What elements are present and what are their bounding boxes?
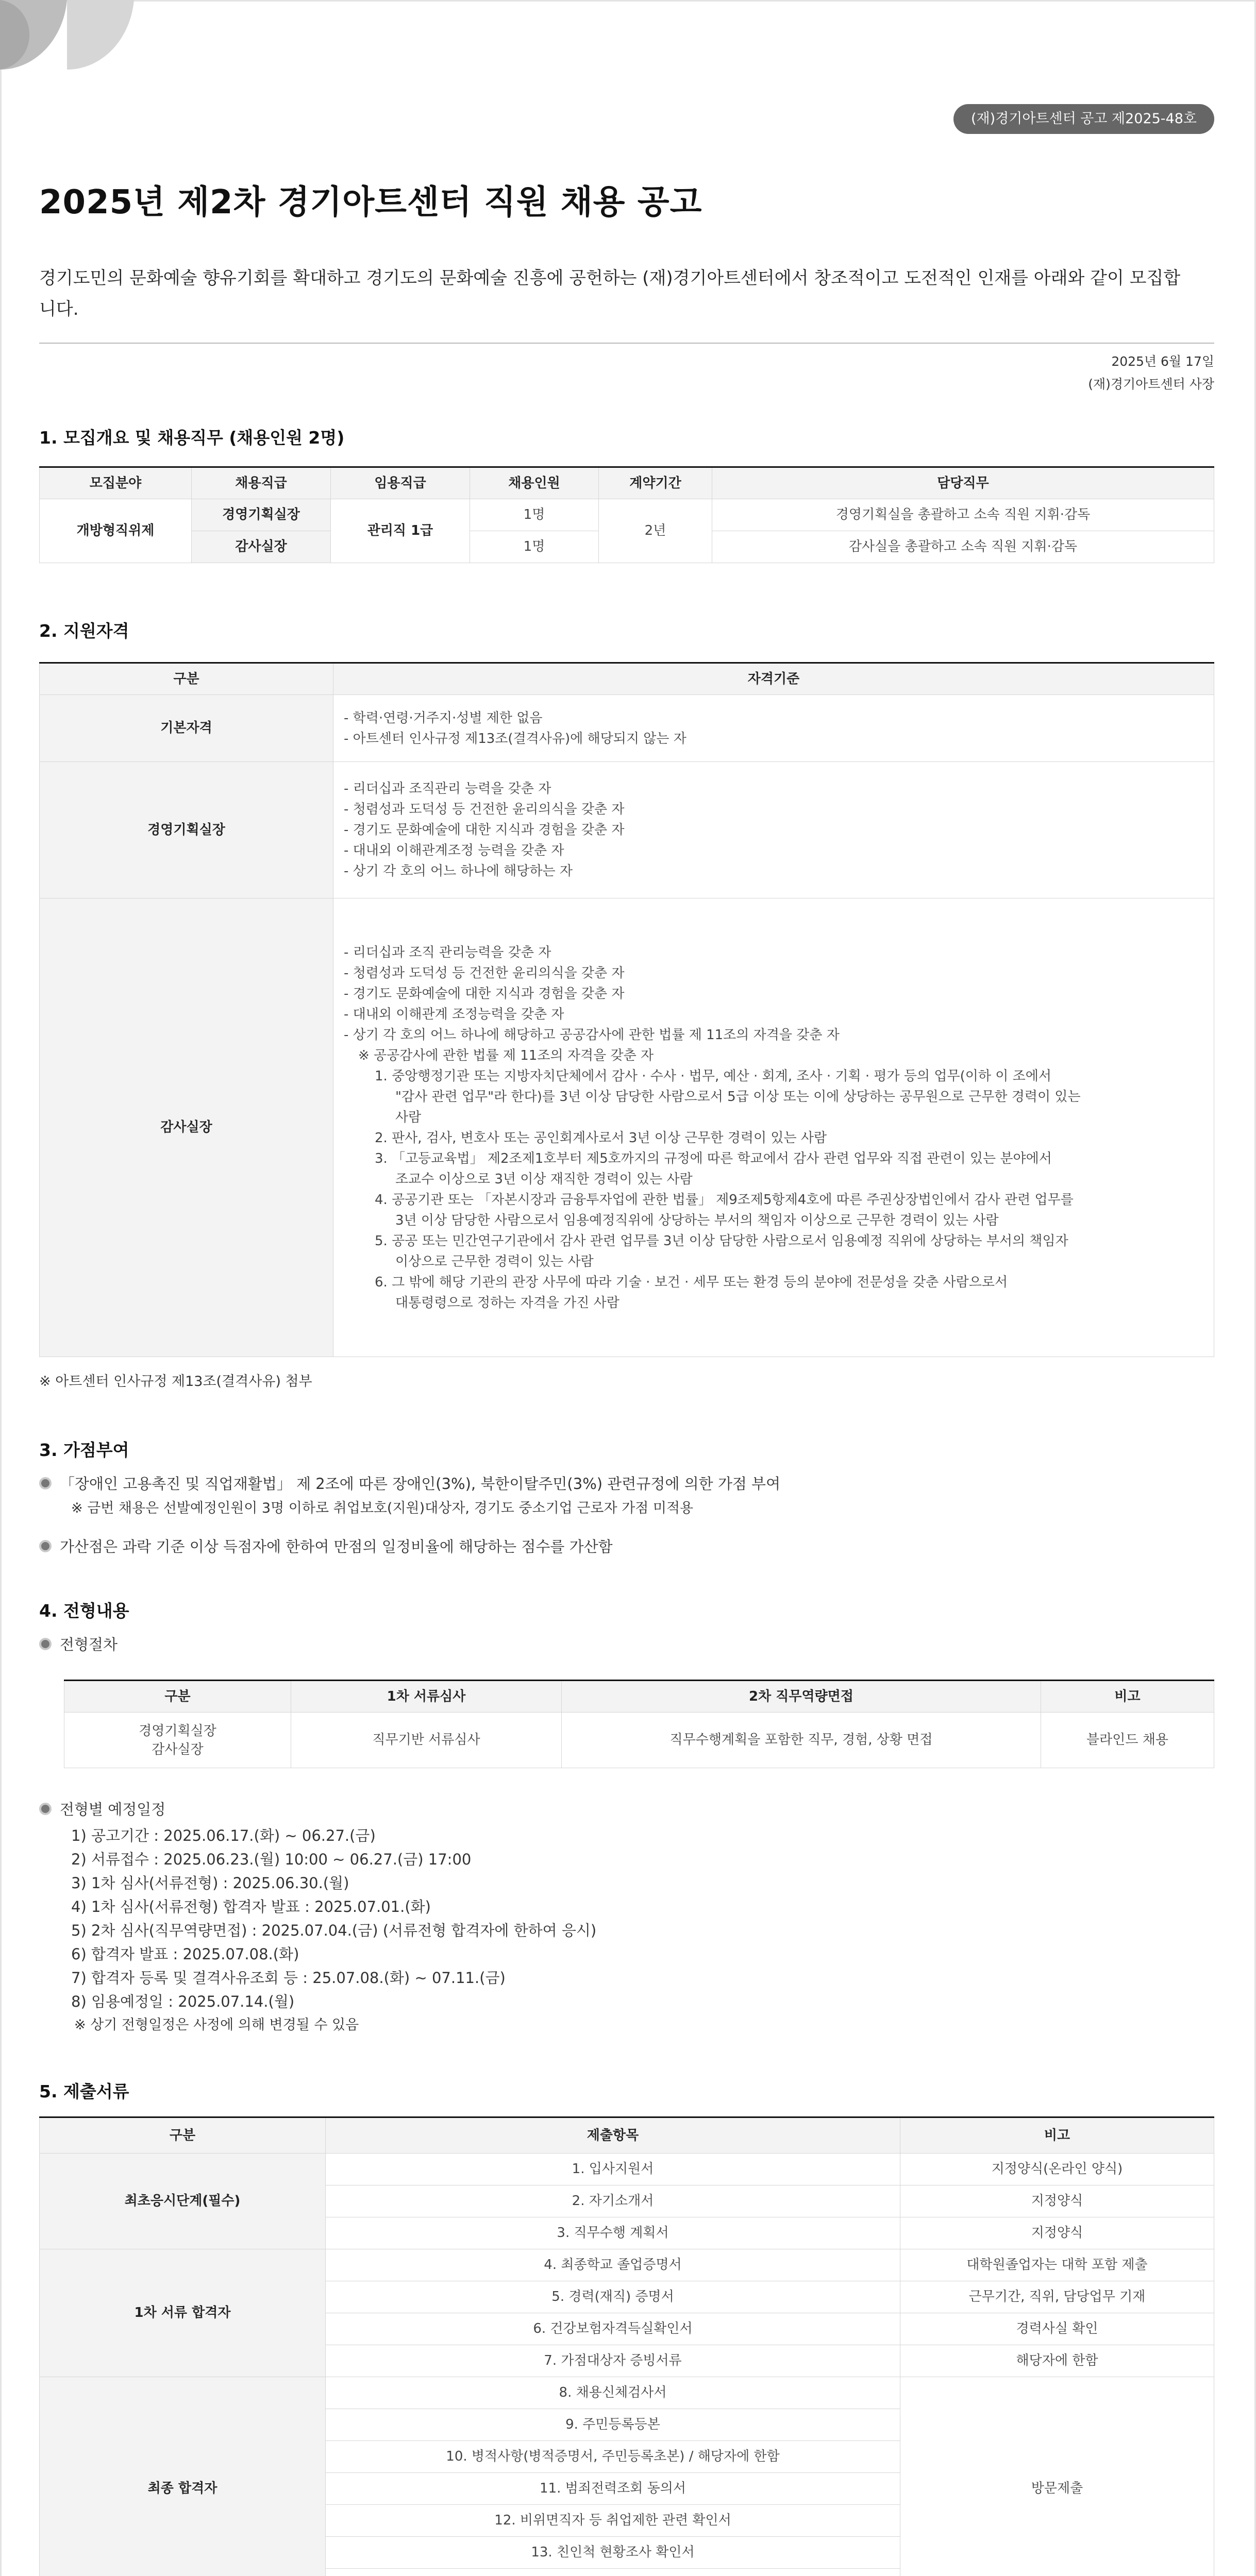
doc-item: 5. 경력(재직) 증명서: [326, 2281, 900, 2313]
cell-period: 2년: [599, 499, 712, 563]
doc-item: 8. 채용신체검사서: [326, 2377, 900, 2409]
row-label-audit: 감사실장: [40, 899, 333, 1357]
schedule-list: [71, 1824, 596, 2037]
doc-item: [326, 2569, 900, 2576]
th-duty: 담당직무: [712, 467, 1214, 499]
bonus-text-1: 「장애인 고용촉진 및 직업재활법」 제 2조에 따른 장애인(3%), 북한이탈주민(3%) 관련규정에 의한 가점 부여: [60, 1475, 781, 1493]
th-stage-2: 2차 직무역량면접: [562, 1681, 1041, 1713]
doc-note: 대학원졸업자는 대학 포함 제출: [900, 2249, 1214, 2281]
audit-item-2: 2. 판사, 검사, 변호사 또는 공인회계사로서 3년 이상 근무한 경력이 있는 사람: [375, 1130, 827, 1146]
th-period: 계약기간: [599, 467, 712, 499]
doc-note: 지정양식: [900, 2217, 1214, 2249]
process-title: [39, 1633, 118, 1656]
criteria-line: - 리더십과 조직관리 능력을 갖춘 자: [344, 781, 551, 796]
cell-duty-1: 경영기획실을 총괄하고 소속 직원 지휘·감독: [712, 499, 1214, 531]
audit-criteria: [333, 899, 1214, 1357]
bonus-text-2: 가산점은 과락 기준 이상 득점자에 한하여 만점의 일정비율에 해당하는 점수를 가산함: [60, 1538, 613, 1555]
row-label-basic: 기본자격: [40, 695, 333, 762]
schedule-item: 7) 합격자 등록 및 결격사유조회 등 : 25.07.08.(화) ~ 07.11.(금): [71, 1969, 506, 1987]
section-4-heading: 4. 전형내용: [39, 1601, 129, 1621]
audit-item-1-cont: "감사 관련 업무"라 한다)를 3년 이상 담당한 사람으로서 5급 이상 또는 이에 상당하는 공무원으로 근무한 경력이 있는: [395, 1089, 1081, 1105]
audit-item-5: 5. 공공 또는 민간연구기관에서 감사 관련 업무를 3년 이상 담당한 사람으로서 임용예정 직위에 상당하는 부서의 책임자: [375, 1233, 1068, 1249]
schedule-title-text: 전형별 예정일정: [60, 1801, 166, 1818]
th-proc-category: 구분: [64, 1681, 291, 1713]
audit-item-6: 6. 그 밖에 해당 기관의 관장 사무에 따라 기술 · 보건 · 세무 또는 환경 등의 분야에 전문성을 갖춘 사람으로서: [375, 1274, 1008, 1290]
row-label-planning: 경영기획실장: [40, 762, 333, 899]
th-position: 채용직급: [192, 467, 331, 499]
criteria-line: - 경기도 문화예술에 대한 지식과 경험을 갖춘 자: [344, 986, 625, 1002]
recruitment-table: [39, 466, 1214, 563]
th-doc-category: 구분: [40, 2117, 326, 2154]
criteria-line: - 아트센터 인사규정 제13조(결격사유)에 해당되지 않는 자: [344, 731, 686, 747]
planning-criteria: [333, 762, 1214, 899]
doc-note: 해당자에 한함: [900, 2345, 1214, 2377]
schedule-item: 3) 1차 심사(서류전형) : 2025.06.30.(월): [71, 1874, 349, 1892]
schedule-item: 5) 2차 심사(직무역량면접) : 2025.07.04.(금) (서류전형 합격자에 한하여 응시): [71, 1922, 597, 1939]
cell-position-2: 감사실장: [192, 531, 331, 563]
audit-item-1: 1. 중앙행정기관 또는 지방자치단체에서 감사 · 수사 · 법무, 예산 · 회계, 조사 · 기획 · 평가 등의 업무(이하 이 조에서: [375, 1068, 1051, 1084]
bonus-item-2: [39, 1535, 613, 1558]
bullet-icon: [39, 1803, 52, 1815]
decorative-semicircles: [0, 0, 134, 77]
criteria-line: - 상기 각 호의 어느 하나에 해당하고 공공감사에 관한 법률 제 11조의 자격을 갖춘 자: [344, 1027, 840, 1043]
audit-item-3-cont: 조교수 이상으로 3년 이상 재직한 경력이 있는 사람: [395, 1171, 693, 1187]
doc-item: 3. 직무수행 계획서: [326, 2217, 900, 2249]
section-1-heading: 1. 모집개요 및 채용직무 (채용인원 2명): [39, 428, 345, 448]
th-criteria: 자격기준: [333, 663, 1214, 695]
schedule-item: 1) 공고기간 : 2025.06.17.(화) ~ 06.27.(금): [71, 1827, 376, 1844]
qualification-footnote: ※ 아트센터 인사규정 제13조(결격사유) 첨부: [39, 1374, 312, 1389]
doc-group-1: 최초응시단계(필수): [40, 2154, 326, 2249]
doc-note: 근무기간, 직위, 담당업무 기재: [900, 2281, 1214, 2313]
th-count: 채용인원: [470, 467, 599, 499]
criteria-line: - 학력·연령·거주지·성별 제한 없음: [344, 710, 543, 726]
th-doc-item: 제출항목: [326, 2117, 900, 2154]
notice-signer: (재)경기아트센터 사장: [1088, 377, 1214, 392]
doc-note: 방문제출: [900, 2377, 1214, 2576]
cell-stage-2: 직무수행계획을 포함한 직무, 경험, 상황 면접: [562, 1713, 1041, 1768]
audit-note: ※ 공공감사에 관한 법률 제 11조의 자격을 갖춘 자: [358, 1047, 654, 1063]
schedule-note: ※ 상기 전형일정은 사정에 의해 변경될 수 있음: [74, 2017, 359, 2033]
cell-field: 개방형직위제: [40, 499, 192, 563]
cell-position-1: 경영기획실장: [192, 499, 331, 531]
cell-proc-positions: [64, 1713, 291, 1768]
basic-criteria: [333, 695, 1214, 762]
doc-item: 2. 자기소개서: [326, 2185, 900, 2217]
bonus-item-1: [39, 1472, 780, 1495]
schedule-title: [39, 1798, 165, 1821]
audit-item-3: 3. 「고등교육법」 제2조제1호부터 제5호까지의 규정에 따른 학교에서 감사 관련 업무와 직접 관련이 있는 분야에서: [375, 1150, 1052, 1166]
th-category: 구분: [40, 663, 333, 695]
cell-count-1: 1명: [470, 499, 599, 531]
criteria-line: - 청렴성과 도덕성 등 건전한 윤리의식을 갖춘 자: [344, 965, 625, 981]
cell-duty-2: 감사실을 총괄하고 소속 직원 지휘·감독: [712, 531, 1214, 563]
intro-text: 경기도민의 문화예술 향유기회를 확대하고 경기도의 문화예술 진흥에 공헌하는 (재)경기아트센터에서 창조적이고 도전적인 인재를 아래와 같이 모집합니다.: [39, 268, 1181, 319]
bullet-icon: [39, 1477, 52, 1489]
cell-grade: 관리직 1급: [331, 499, 470, 563]
section-5-heading: 5. 제출서류: [39, 2081, 129, 2102]
th-grade: 임용직급: [331, 467, 470, 499]
th-remark: 비고: [1041, 1681, 1214, 1713]
schedule-item: 8) 임용예정일 : 2025.07.14.(월): [71, 1993, 295, 2010]
bullet-icon: [39, 1540, 52, 1552]
process-table: [64, 1680, 1214, 1768]
criteria-line: - 리더십과 조직 관리능력을 갖춘 자: [344, 944, 551, 960]
process-title-text: 전형절차: [60, 1636, 118, 1653]
th-field: 모집분야: [40, 467, 192, 499]
bullet-icon: [39, 1638, 52, 1650]
audit-item-4-cont: 3년 이상 담당한 사람으로서 임용예정직위에 상당하는 부서의 책임자 이상으로 근무한 경력이 있는 사람: [395, 1212, 999, 1228]
doc-item: 9. 주민등록등본: [326, 2409, 900, 2441]
schedule-item: 6) 합격자 발표 : 2025.07.08.(화): [71, 1945, 299, 1963]
audit-item-6-cont: 대통령령으로 정하는 자격을 가진 사람: [395, 1295, 619, 1311]
cell-count-2: 1명: [470, 531, 599, 563]
th-doc-note: 비고: [900, 2117, 1214, 2154]
doc-item: 7. 가점대상자 증빙서류: [326, 2345, 900, 2377]
documents-table: [39, 2116, 1214, 2576]
schedule-item: 4) 1차 심사(서류전형) 합격자 발표 : 2025.07.01.(화): [71, 1898, 431, 1916]
proc-position-1: 경영기획실장: [139, 1723, 216, 1739]
audit-item-5-cont: 이상으로 근무한 경력이 있는 사람: [395, 1253, 594, 1269]
notice-date: 2025년 6월 17일: [1111, 354, 1214, 369]
th-stage-1: 1차 서류심사: [291, 1681, 562, 1713]
doc-item: 10. 병적사항(병적증명서, 주민등록초본) / 해당자에 한함: [326, 2441, 900, 2473]
doc-item: 12. 비위면직자 등 취업제한 관련 확인서: [326, 2505, 900, 2537]
audit-item-1-cont: 사람: [395, 1109, 422, 1125]
doc-item: 1. 입사지원서: [326, 2154, 900, 2185]
doc-item: 6. 건강보험자격득실확인서: [326, 2313, 900, 2345]
qualification-table: [39, 662, 1214, 1357]
criteria-line: - 대내외 이해관계조정 능력을 갖춘 자: [344, 843, 564, 858]
criteria-line: - 경기도 문화예술에 대한 지식과 경험을 갖춘 자: [344, 822, 625, 838]
notice-number-badge: (재)경기아트센터 공고 제2025-48호: [953, 104, 1214, 134]
audit-item-4: 4. 공공기관 또는 「자본시장과 금융투자업에 관한 법률」 제9조제5항제4호에 따른 주권상장법인에서 감사 관련 업무를: [375, 1192, 1074, 1208]
criteria-line: - 상기 각 호의 어느 하나에 해당하는 자: [344, 863, 573, 879]
cell-stage-1: 직무기반 서류심사: [291, 1713, 562, 1768]
doc-note: 지정양식: [900, 2185, 1214, 2217]
proc-position-2: 감사실장: [152, 1741, 204, 1757]
doc-group-3: 최종 합격자: [40, 2377, 326, 2576]
divider: [39, 343, 1214, 344]
doc-note: 지정양식(온라인 양식): [900, 2154, 1214, 2185]
bonus-note: ※ 금번 채용은 선발예정인원이 3명 이하로 취업보호(지원)대상자, 경기도 중소기업 근로자 가점 미적용: [71, 1500, 694, 1516]
date-block: [1088, 350, 1214, 396]
criteria-line: - 대내외 이해관계 조정능력을 갖춘 자: [344, 1006, 564, 1022]
doc-group-2: 1차 서류 합격자: [40, 2249, 326, 2377]
criteria-line: - 청렴성과 도덕성 등 건전한 윤리의식을 갖춘 자: [344, 802, 625, 817]
doc-note: 경력사실 확인: [900, 2313, 1214, 2345]
section-2-heading: 2. 지원자격: [39, 621, 129, 641]
schedule-item: 2) 서류접수 : 2025.06.23.(월) 10:00 ~ 06.27.(금) 17:00: [71, 1851, 472, 1868]
doc-item: 4. 최종학교 졸업증명서: [326, 2249, 900, 2281]
cell-remark: 블라인드 채용: [1041, 1713, 1214, 1768]
page-title: 2025년 제2차 경기아트센터 직원 채용 공고: [39, 183, 702, 222]
section-3-heading: 3. 가점부여: [39, 1440, 129, 1460]
doc-item: 13. 친인척 현황조사 확인서: [326, 2537, 900, 2569]
doc-item: 11. 범죄전력조회 동의서: [326, 2473, 900, 2505]
